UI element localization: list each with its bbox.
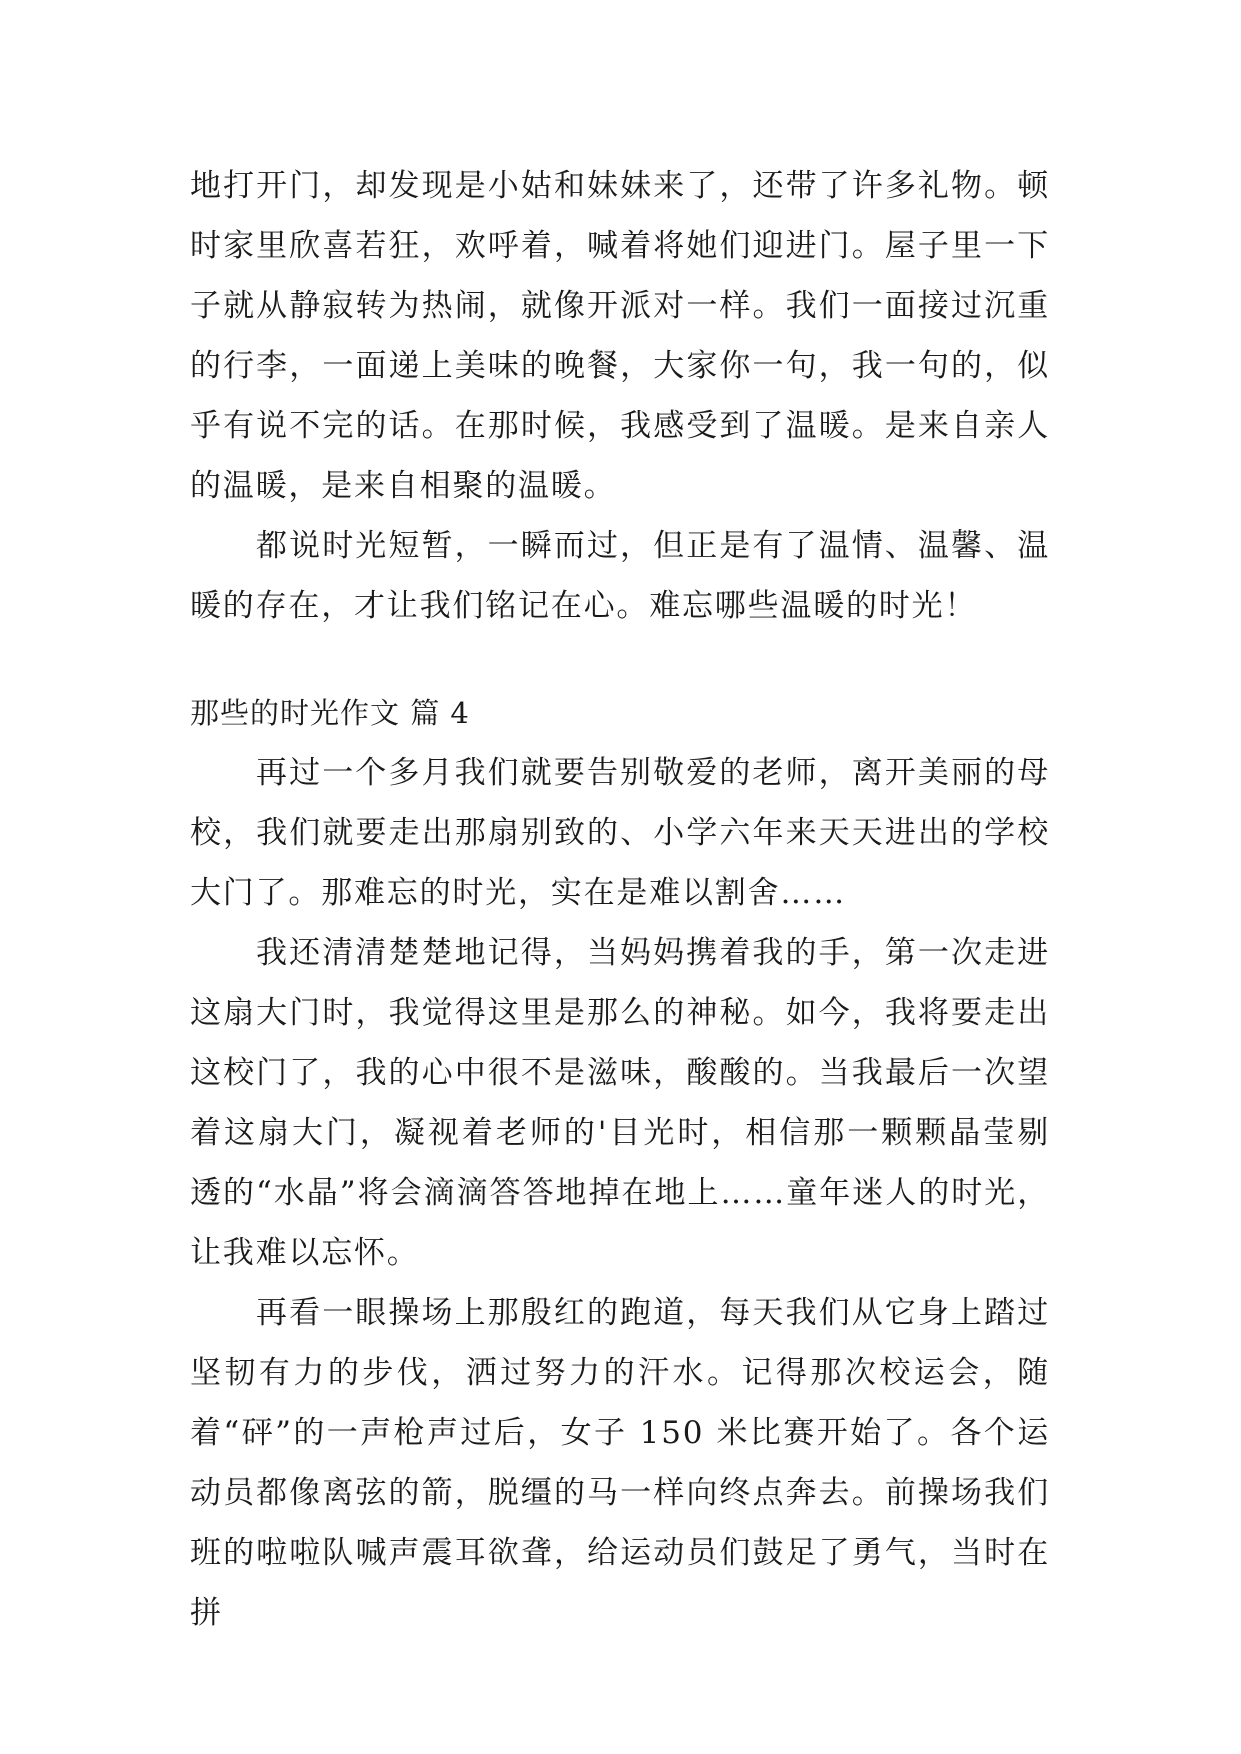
top-section [190,156,1050,636]
paragraph: 都说时光短暂，一瞬而过，但正是有了温情、温馨、温暖的存在，才让我们铭记在心。难忘哪些温暖的时光！ [190,528,1050,624]
section-heading: 那些的时光作文 篇 4 [190,696,470,730]
paragraph: 地打开门，却发现是小姑和妹妹来了，还带了许多礼物。顿时家里欣喜若狂，欢呼着，喊着将她们迎进门。屋子里一下子就从静寂转为热闹，就像开派对一样。我们一面接过沉重的行李，一面递上美味的晚餐，大家你一句，我一句的，似乎有说不完的话。在那时候，我感受到了温暖。是来自亲人的温暖，是来自相聚的温暖。 [190,168,1050,504]
paragraph: 再过一个多月我们就要告别敬爱的老师，离开美丽的母校，我们就要走出那扇别致的、小学六年来天天进出的学校大门了。那难忘的时光，实在是难以割舍…… [190,755,1050,911]
section-4-body [190,743,1050,1643]
paragraph: 我还清清楚楚地记得，当妈妈携着我的手，第一次走进这扇大门时，我觉得这里是那么的神秘。如今，我将要走出这校门了，我的心中很不是滋味，酸酸的。当我最后一次望着这扇大门，凝视着老师的'目光时，相信那一颗颗晶莹剔透的“水晶”将会滴滴答答地掉在地上……童年迷人的时光，让我难以忘怀。 [190,935,1050,1271]
paragraph: 再看一眼操场上那殷红的跑道，每天我们从它身上踏过坚韧有力的步伐，洒过努力的汗水。记得那次校运会，随着“砰”的一声枪声过后，女子 150 米比赛开始了。各个运动员都像离弦的箭，脱缰的马一样向终点奔去。前操场我们班的啦啦队喊声震耳欲聋，给运动员们鼓足了勇气，当时在拼 [190,1295,1050,1631]
